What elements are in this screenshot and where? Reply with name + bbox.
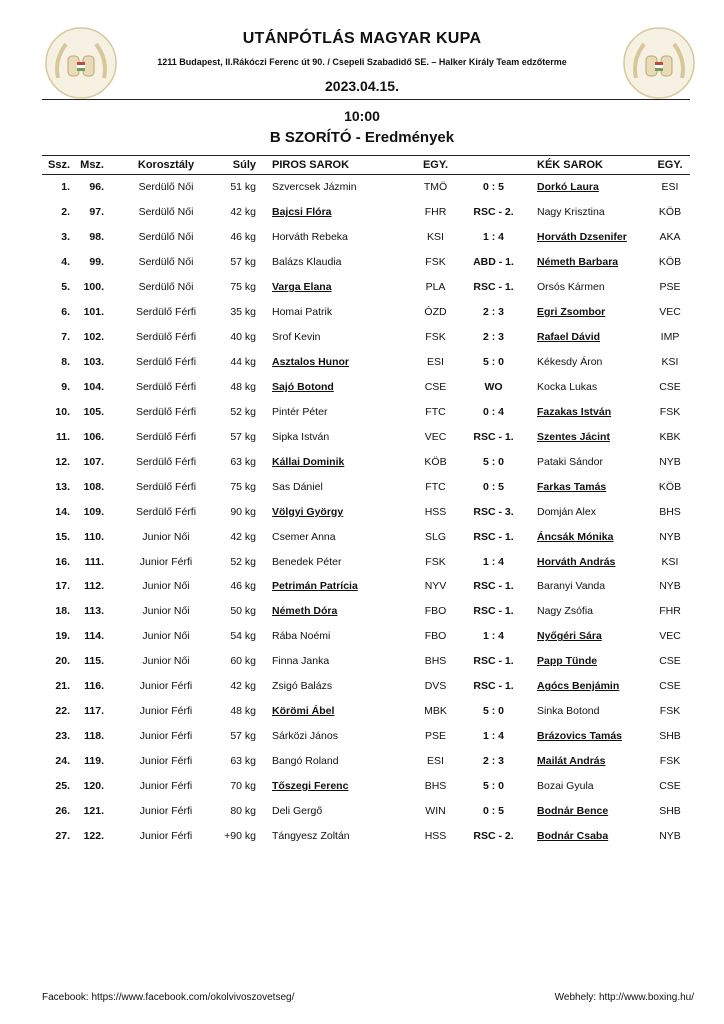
cell-age-group: Serdülő Női xyxy=(138,206,194,219)
cell-weight: 60 kg xyxy=(230,655,256,668)
cell-weight: 57 kg xyxy=(230,730,256,743)
cell-result: 0 : 5 xyxy=(482,181,504,194)
cell-blue-club: KSI xyxy=(661,555,679,568)
col-header-ssz: Ssz. xyxy=(42,156,76,175)
cell-red-club: KSI xyxy=(427,231,444,244)
cell-blue-corner: Sinka Botond xyxy=(537,705,600,718)
cell-blue-corner: Nagy Zsófia xyxy=(537,605,594,618)
cell-msz: 101. xyxy=(83,306,104,319)
cell-blue-corner: Agócs Benjámin xyxy=(537,680,620,693)
cell-blue-corner: Kocka Lukas xyxy=(537,380,598,393)
cell-age-group: Junior Férfi xyxy=(139,829,193,842)
cell-weight: 57 kg xyxy=(230,430,256,443)
cell-ssz: 12. xyxy=(55,455,70,468)
cell-red-club: FSK xyxy=(425,555,446,568)
cell-blue-club: BHS xyxy=(659,505,681,518)
cell-weight: 48 kg xyxy=(230,380,256,393)
cell-blue-club: KBK xyxy=(659,430,681,443)
cell-result: WO xyxy=(484,380,503,393)
col-header-result xyxy=(452,156,535,175)
cell-blue-corner: Szentes Jácint xyxy=(537,430,610,443)
cell-msz: 104. xyxy=(83,380,104,393)
cell-red-corner: Tángyesz Zoltán xyxy=(272,829,350,842)
cell-age-group: Junior Női xyxy=(142,630,190,643)
cell-blue-club: SHB xyxy=(659,730,681,743)
cell-msz: 119. xyxy=(84,755,104,768)
cell-red-club: FTC xyxy=(425,480,446,493)
cell-red-corner: Pintér Péter xyxy=(272,405,328,418)
cell-red-corner: Rába Noémi xyxy=(272,630,331,643)
cell-red-corner: Srof Kevin xyxy=(272,331,321,344)
cell-result: 5 : 0 xyxy=(482,455,504,468)
cell-msz: 117. xyxy=(84,705,104,718)
cell-blue-corner: Nyőgéri Sára xyxy=(537,630,602,643)
cell-age-group: Serdülő Férfi xyxy=(135,306,197,319)
cell-blue-corner: Fazakas István xyxy=(537,405,612,418)
cell-weight: 46 kg xyxy=(230,231,256,244)
col-header-weight: Súly xyxy=(218,156,266,175)
cell-blue-corner: Áncsák Mónika xyxy=(537,530,614,543)
table-row xyxy=(42,250,690,275)
cell-msz: 107. xyxy=(83,455,104,468)
cell-msz: 118. xyxy=(84,730,104,743)
cell-msz: 97. xyxy=(89,206,104,219)
cell-blue-club: CSE xyxy=(659,779,681,792)
cell-ssz: 1. xyxy=(61,181,70,194)
cell-weight: 52 kg xyxy=(230,555,256,568)
table-row xyxy=(42,375,690,400)
table-header-row xyxy=(42,156,690,175)
cell-msz: 105. xyxy=(83,405,104,418)
cell-red-corner: Balázs Klaudia xyxy=(272,256,342,269)
cell-red-corner: Petrimán Patrícia xyxy=(272,580,358,593)
cell-blue-club: FSK xyxy=(659,405,681,418)
cell-msz: 116. xyxy=(84,680,104,693)
cell-ssz: 14. xyxy=(55,505,70,518)
table-row xyxy=(42,574,690,599)
cell-age-group: Junior Női xyxy=(142,580,190,593)
cell-red-club: MBK xyxy=(424,705,447,718)
cell-ssz: 18. xyxy=(55,605,70,618)
cell-red-corner: Sas Dániel xyxy=(272,480,323,493)
table-row xyxy=(42,699,690,724)
cell-blue-club: CSE xyxy=(659,655,681,668)
cell-ssz: 4. xyxy=(61,256,70,269)
cell-age-group: Serdülő Női xyxy=(138,181,194,194)
cell-weight: 46 kg xyxy=(230,580,256,593)
table-row xyxy=(42,325,690,350)
cell-age-group: Serdülő Férfi xyxy=(135,505,197,518)
cell-ssz: 8. xyxy=(61,356,70,369)
cell-blue-corner: Horváth András xyxy=(537,555,616,568)
cell-blue-corner: Brázovics Tamás xyxy=(537,730,623,743)
cell-result: RSC - 1. xyxy=(473,530,514,543)
cell-red-club: ESI xyxy=(427,356,444,369)
cell-msz: 96. xyxy=(89,181,104,194)
cell-msz: 111. xyxy=(84,555,104,568)
cell-red-club: ESI xyxy=(427,755,444,768)
cell-msz: 108. xyxy=(83,480,104,493)
cell-red-club: FSK xyxy=(425,256,446,269)
cell-result: 5 : 0 xyxy=(482,705,504,718)
cell-weight: 35 kg xyxy=(230,306,256,319)
cell-weight: 42 kg xyxy=(230,530,256,543)
cell-ssz: 5. xyxy=(61,281,70,294)
cell-age-group: Serdülő Női xyxy=(138,256,194,269)
cell-weight: 42 kg xyxy=(230,680,256,693)
cell-red-club: BHS xyxy=(424,655,447,668)
cell-weight: 50 kg xyxy=(230,605,256,618)
cell-result: 0 : 5 xyxy=(482,804,504,817)
col-header-msz: Msz. xyxy=(76,156,114,175)
cell-age-group: Serdülő Női xyxy=(138,231,194,244)
cell-red-corner: Szvercsek Jázmin xyxy=(272,181,357,194)
cell-red-club: CSE xyxy=(424,380,447,393)
cell-red-corner: Asztalos Hunor xyxy=(272,356,350,369)
table-row xyxy=(42,774,690,799)
cell-red-corner: Benedek Péter xyxy=(272,555,342,568)
col-header-blue-corner: KÉK SAROK xyxy=(535,156,650,175)
cell-result: RSC - 1. xyxy=(473,580,514,593)
cell-age-group: Junior Férfi xyxy=(139,804,193,817)
cell-age-group: Serdülő Férfi xyxy=(135,380,197,393)
cell-weight: 75 kg xyxy=(230,480,256,493)
cell-blue-corner: Horváth Dzsenifer xyxy=(537,231,627,244)
cell-red-corner: Sipka István xyxy=(272,430,330,443)
cell-weight: 42 kg xyxy=(230,206,256,219)
cell-blue-club: ESI xyxy=(661,181,679,194)
results-subtitle: B SZORÍTÓ - Eredmények xyxy=(269,129,455,146)
cell-ssz: 26. xyxy=(55,804,70,817)
cell-result: RSC - 3. xyxy=(473,505,514,518)
cell-result: RSC - 1. xyxy=(473,605,514,618)
cell-ssz: 20. xyxy=(55,655,70,668)
cell-red-club: SLG xyxy=(424,530,446,543)
cell-blue-club: CSE xyxy=(659,380,681,393)
cell-msz: 109. xyxy=(83,505,104,518)
cell-msz: 100. xyxy=(83,281,104,294)
cell-blue-club: IMP xyxy=(660,331,680,344)
table-row xyxy=(42,524,690,549)
cell-ssz: 23. xyxy=(55,730,70,743)
cell-red-club: NYV xyxy=(424,580,447,593)
footer-website: Webhely: http://www.boxing.hu/ xyxy=(554,992,694,1003)
cell-red-corner: Völgyi György xyxy=(272,505,344,518)
table-row xyxy=(42,424,690,449)
cell-blue-corner: Baranyi Vanda xyxy=(537,580,606,593)
cell-result: 5 : 0 xyxy=(482,779,504,792)
cell-result: 1 : 4 xyxy=(482,231,504,244)
cell-weight: 44 kg xyxy=(230,356,256,369)
cell-blue-corner: Rafael Dávid xyxy=(537,331,601,344)
cell-red-club: FBO xyxy=(424,605,447,618)
cell-ssz: 3. xyxy=(61,231,70,244)
cell-ssz: 10. xyxy=(55,405,70,418)
cell-age-group: Junior Férfi xyxy=(139,730,193,743)
cell-weight: 40 kg xyxy=(230,331,256,344)
cell-red-corner: Finna Janka xyxy=(272,655,330,668)
cell-age-group: Junior Férfi xyxy=(139,755,193,768)
cell-age-group: Serdülő Férfi xyxy=(135,331,197,344)
cell-red-club: HSS xyxy=(424,829,447,842)
cell-ssz: 21. xyxy=(55,680,70,693)
cell-red-corner: Csemer Anna xyxy=(272,530,336,543)
cell-ssz: 17. xyxy=(55,580,70,593)
cell-result: RSC - 2. xyxy=(473,829,514,842)
cell-age-group: Serdülő Férfi xyxy=(135,430,197,443)
cell-red-club: WIN xyxy=(425,804,446,817)
cell-result: 1 : 4 xyxy=(482,630,504,643)
cell-weight: 80 kg xyxy=(230,804,256,817)
cell-blue-club: FHR xyxy=(659,605,681,618)
cell-msz: 99. xyxy=(89,256,104,269)
cell-ssz: 9. xyxy=(61,380,70,393)
cell-age-group: Serdülő Férfi xyxy=(135,480,197,493)
cell-ssz: 24. xyxy=(55,755,70,768)
cell-red-corner: Németh Dóra xyxy=(272,605,338,618)
cell-red-club: BHS xyxy=(424,779,447,792)
cell-result: RSC - 1. xyxy=(473,281,514,294)
cell-result: 2 : 3 xyxy=(482,306,504,319)
table-row xyxy=(42,449,690,474)
col-header-red-corner: PIROS SAROK xyxy=(266,156,419,175)
table-row xyxy=(42,275,690,300)
table-row xyxy=(42,599,690,624)
cell-result: 5 : 0 xyxy=(482,356,504,369)
cell-ssz: 22. xyxy=(55,705,70,718)
cell-blue-club: KÖB xyxy=(658,480,682,493)
cell-result: RSC - 1. xyxy=(473,430,514,443)
col-header-red-club: EGY. xyxy=(419,156,452,175)
cell-msz: 120. xyxy=(83,779,104,792)
cell-result: RSC - 1. xyxy=(473,680,514,693)
cell-red-corner: Zsigó Balázs xyxy=(272,680,333,693)
cell-age-group: Serdülő Női xyxy=(138,281,194,294)
cell-red-club: FBO xyxy=(424,630,447,643)
cell-msz: 110. xyxy=(84,530,104,543)
table-row xyxy=(42,175,690,200)
cell-blue-corner: Bodnár Bence xyxy=(537,804,609,817)
cell-blue-corner: Németh Barbara xyxy=(537,256,619,269)
cell-result: 0 : 5 xyxy=(482,480,504,493)
cell-blue-corner: Pataki Sándor xyxy=(537,455,603,468)
table-row xyxy=(42,674,690,699)
cell-ssz: 11. xyxy=(55,430,70,443)
table-row xyxy=(42,823,690,848)
cell-red-club: PLA xyxy=(425,281,446,294)
cell-weight: 63 kg xyxy=(230,455,256,468)
cell-blue-corner: Egri Zsombor xyxy=(537,306,606,319)
cell-weight: +90 kg xyxy=(224,829,256,842)
cell-result: 2 : 3 xyxy=(482,755,504,768)
cell-ssz: 2. xyxy=(61,206,70,219)
cell-blue-corner: Domján Alex xyxy=(537,505,596,518)
cell-red-corner: Bangó Roland xyxy=(272,755,339,768)
cell-ssz: 15. xyxy=(55,530,70,543)
cell-weight: 51 kg xyxy=(230,181,256,194)
cell-blue-corner: Orsós Kármen xyxy=(537,281,605,294)
table-row xyxy=(42,200,690,225)
cell-red-club: VEC xyxy=(424,430,447,443)
cell-blue-club: KÖB xyxy=(658,206,682,219)
cell-blue-corner: Kékesdy Áron xyxy=(537,356,603,369)
cell-red-corner: Sajó Botond xyxy=(272,380,334,393)
cell-blue-corner: Nagy Krisztina xyxy=(537,206,605,219)
cell-msz: 102. xyxy=(83,331,104,344)
cell-msz: 98. xyxy=(89,231,104,244)
cell-weight: 57 kg xyxy=(230,256,256,269)
cell-ssz: 27. xyxy=(55,829,70,842)
cell-blue-corner: Papp Tünde xyxy=(537,655,598,668)
table-row xyxy=(42,300,690,325)
cell-result: 1 : 4 xyxy=(482,555,504,568)
cell-age-group: Junior Férfi xyxy=(139,555,193,568)
cell-ssz: 7. xyxy=(61,331,70,344)
cell-age-group: Junior Férfi xyxy=(139,705,193,718)
results-table xyxy=(42,155,690,848)
cell-blue-club: NYB xyxy=(659,829,681,842)
table-row xyxy=(42,350,690,375)
cell-blue-club: NYB xyxy=(659,455,681,468)
session-time: 10:00 xyxy=(344,108,380,124)
col-header-age-group: Korosztály xyxy=(114,156,218,175)
cell-age-group: Junior Női xyxy=(142,605,190,618)
cell-weight: 90 kg xyxy=(230,505,256,518)
cell-ssz: 16. xyxy=(55,555,70,568)
cell-result: 1 : 4 xyxy=(482,730,504,743)
cell-red-club: FHR xyxy=(424,206,447,219)
cell-blue-club: KSI xyxy=(661,356,679,369)
cell-msz: 112. xyxy=(84,580,104,593)
cell-msz: 113. xyxy=(84,605,104,618)
cell-ssz: 25. xyxy=(55,779,70,792)
cell-age-group: Junior Női xyxy=(142,655,190,668)
cell-weight: 70 kg xyxy=(230,779,256,792)
table-row xyxy=(42,549,690,574)
cell-red-corner: Tőszegi Ferenc xyxy=(272,779,349,792)
cell-red-club: PSE xyxy=(424,730,446,743)
cell-age-group: Serdülő Férfi xyxy=(135,405,197,418)
cell-weight: 54 kg xyxy=(230,630,256,643)
cell-blue-corner: Mailát András xyxy=(537,755,606,768)
cell-red-corner: Horváth Rebeka xyxy=(272,231,348,244)
cell-blue-club: FSK xyxy=(659,705,681,718)
cell-red-club: TMÖ xyxy=(423,181,448,194)
cell-blue-club: PSE xyxy=(659,281,681,294)
table-row xyxy=(42,499,690,524)
cell-blue-club: KÖB xyxy=(658,256,682,269)
table-row xyxy=(42,225,690,250)
cell-red-club: DVS xyxy=(424,680,447,693)
cell-blue-corner: Dorkó Laura xyxy=(537,181,599,194)
cell-blue-corner: Bozai Gyula xyxy=(537,779,594,792)
cell-red-club: FSK xyxy=(425,331,446,344)
cell-red-club: FTC xyxy=(425,405,446,418)
cell-result: RSC - 2. xyxy=(473,206,514,219)
cell-ssz: 6. xyxy=(61,306,70,319)
cell-msz: 106. xyxy=(83,430,104,443)
cell-blue-club: VEC xyxy=(659,630,681,643)
cell-weight: 52 kg xyxy=(230,405,256,418)
event-date: 2023.04.15. xyxy=(325,78,399,94)
cell-msz: 115. xyxy=(84,655,104,668)
cell-msz: 103. xyxy=(83,356,104,369)
cell-red-corner: Varga Elana xyxy=(272,281,332,294)
cell-ssz: 19. xyxy=(55,630,70,643)
table-row xyxy=(42,624,690,649)
cell-result: 0 : 4 xyxy=(482,405,504,418)
cell-result: 2 : 3 xyxy=(482,331,504,344)
cell-msz: 121. xyxy=(83,804,104,817)
cell-red-club: HSS xyxy=(424,505,447,518)
cell-age-group: Junior Férfi xyxy=(139,680,193,693)
cell-ssz: 13. xyxy=(55,480,70,493)
table-row xyxy=(42,399,690,424)
cell-msz: 122. xyxy=(83,829,104,842)
cell-blue-club: FSK xyxy=(659,755,681,768)
cell-red-club: ÓZD xyxy=(424,306,447,319)
cell-blue-club: NYB xyxy=(659,530,681,543)
cell-age-group: Junior Férfi xyxy=(139,779,193,792)
table-row xyxy=(42,724,690,749)
cell-red-corner: Sárközi János xyxy=(272,730,338,743)
cell-red-corner: Homai Patrik xyxy=(272,306,333,319)
cell-blue-club: NYB xyxy=(659,580,681,593)
table-row xyxy=(42,798,690,823)
cell-weight: 48 kg xyxy=(230,705,256,718)
cell-red-corner: Deli Gergő xyxy=(272,804,323,817)
cell-red-corner: Körömi Ábel xyxy=(272,705,335,718)
cell-blue-club: CSE xyxy=(659,680,681,693)
cell-blue-club: AKA xyxy=(659,231,681,244)
venue-address: 1211 Budapest, II.Rákóczi Ferenc út 90. / Csepeli Szabadidő SE. – Halker Király Team edzőterme xyxy=(157,57,567,67)
cell-age-group: Junior Női xyxy=(142,530,190,543)
cell-weight: 75 kg xyxy=(230,281,256,294)
cell-red-corner: Kállai Dominik xyxy=(272,455,345,468)
cell-age-group: Serdülő Férfi xyxy=(135,356,197,369)
cell-age-group: Serdülő Férfi xyxy=(135,455,197,468)
cell-red-club: KÖB xyxy=(424,455,447,468)
cell-blue-club: VEC xyxy=(659,306,681,319)
cell-result: RSC - 1. xyxy=(473,655,514,668)
table-row xyxy=(42,749,690,774)
footer-facebook: Facebook: https://www.facebook.com/okolvivoszovetseg/ xyxy=(42,992,295,1003)
table-row xyxy=(42,649,690,674)
col-header-blue-club: EGY. xyxy=(650,156,690,175)
cell-red-corner: Bajcsi Flóra xyxy=(272,206,332,219)
document-title: UTÁNPÓTLÁS MAGYAR KUPA xyxy=(242,30,482,47)
cell-weight: 63 kg xyxy=(230,755,256,768)
header-divider xyxy=(42,99,690,100)
table-row xyxy=(42,474,690,499)
cell-blue-club: SHB xyxy=(659,804,681,817)
cell-result: ABD - 1. xyxy=(473,256,514,269)
cell-msz: 114. xyxy=(84,630,104,643)
cell-blue-corner: Farkas Tamás xyxy=(537,480,607,493)
cell-blue-corner: Bodnár Csaba xyxy=(537,829,609,842)
